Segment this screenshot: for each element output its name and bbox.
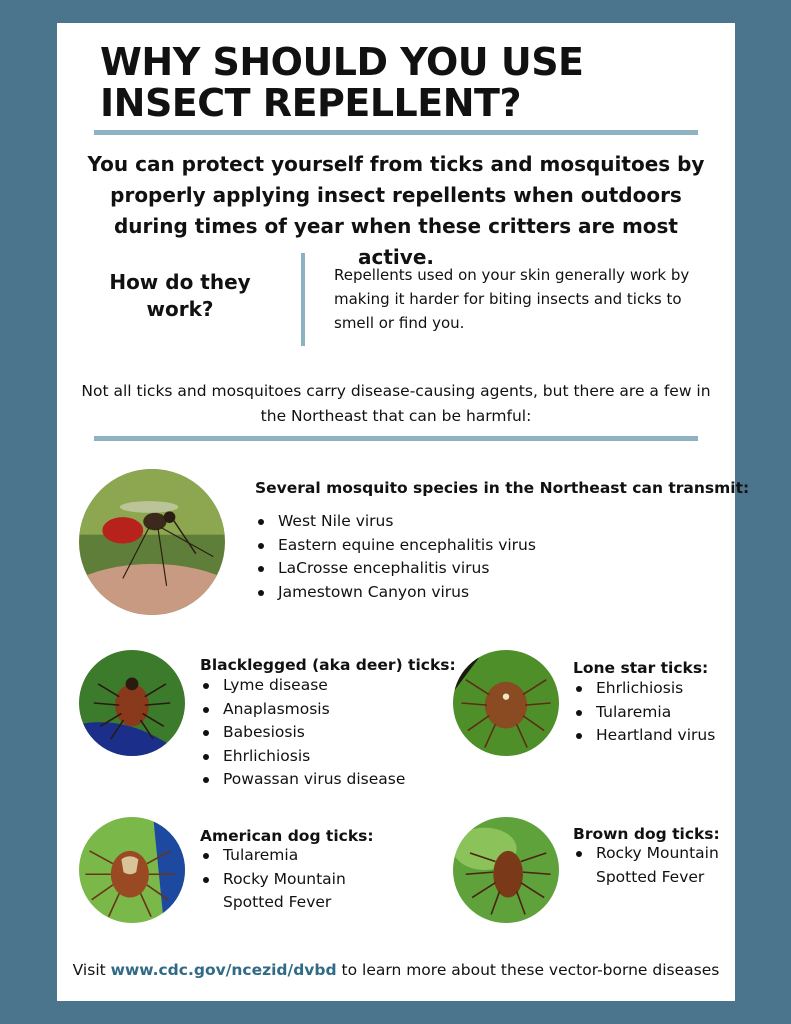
mosquito-list	[255, 510, 536, 604]
cdc-link[interactable]: www.cdc.gov/ncezid/dvbd	[110, 961, 337, 979]
list-item: Ehrlichiosis	[573, 677, 715, 701]
americandog-list	[200, 844, 380, 915]
list-item: Tularemia	[573, 701, 715, 725]
how-text: Repellents used on your skin generally work by making it harder for biting insects and ticks to smell or find you.	[334, 266, 690, 332]
list-item: Lyme disease	[200, 674, 405, 698]
divider-middle	[94, 436, 698, 441]
brown-dog-tick-photo-icon	[453, 817, 559, 923]
page-title	[100, 42, 700, 124]
how-heading: How do they work?	[109, 270, 251, 321]
list-item: Eastern equine encephalitis virus	[255, 534, 536, 558]
footer-text-before: Visit	[72, 961, 111, 979]
footer	[57, 961, 735, 979]
blacklegged-list	[200, 674, 405, 792]
list-item: Heartland virus	[573, 724, 715, 748]
list-item: West Nile virus	[255, 510, 536, 534]
list-item: LaCrosse encephalitis virus	[255, 557, 536, 581]
list-item: Anaplasmosis	[200, 698, 405, 722]
deer-tick-photo-icon	[79, 650, 185, 756]
list-item: Jamestown Canyon virus	[255, 581, 536, 605]
list-item: Ehrlichiosis	[200, 745, 405, 769]
lonestar-list	[573, 677, 715, 748]
lead-paragraph: You can protect yourself from ticks and mosquitoes by properly applying insect repellents when outdoors during times of year when these critters are most active.	[87, 152, 705, 269]
blacklegged-title: Blacklegged (aka deer) ticks:	[200, 656, 456, 674]
list-item: Tularemia	[200, 844, 380, 868]
mosquito-photo-icon	[79, 469, 225, 615]
browndog-title: Brown dog ticks:	[573, 825, 720, 843]
vertical-divider	[301, 253, 305, 346]
americandog-title: American dog ticks:	[200, 827, 374, 845]
list-item: Babesiosis	[200, 721, 405, 745]
lonestar-title: Lone star ticks:	[573, 659, 709, 677]
american-dog-tick-photo-icon	[79, 817, 185, 923]
footer-text-after: to learn more about these vector-borne diseases	[336, 961, 720, 979]
mosquito-title: Several mosquito species in the Northeast can transmit:	[255, 479, 750, 497]
browndog-list	[573, 842, 733, 889]
list-item: Powassan virus disease	[200, 768, 405, 792]
divider-top	[94, 130, 698, 135]
list-item: Rocky Mountain Spotted Fever	[573, 842, 733, 889]
flyer-page	[57, 23, 750, 1001]
lone-star-tick-photo-icon	[453, 650, 559, 756]
title-line-2: INSECT REPELLENT?	[100, 81, 521, 125]
harmful-note: Not all ticks and mosquitoes carry disease-causing agents, but there are a few in the Northeast that can be harmful:	[81, 382, 711, 425]
list-item: Rocky Mountain Spotted Fever	[200, 868, 380, 915]
title-line-1: WHY SHOULD YOU USE	[100, 40, 584, 84]
